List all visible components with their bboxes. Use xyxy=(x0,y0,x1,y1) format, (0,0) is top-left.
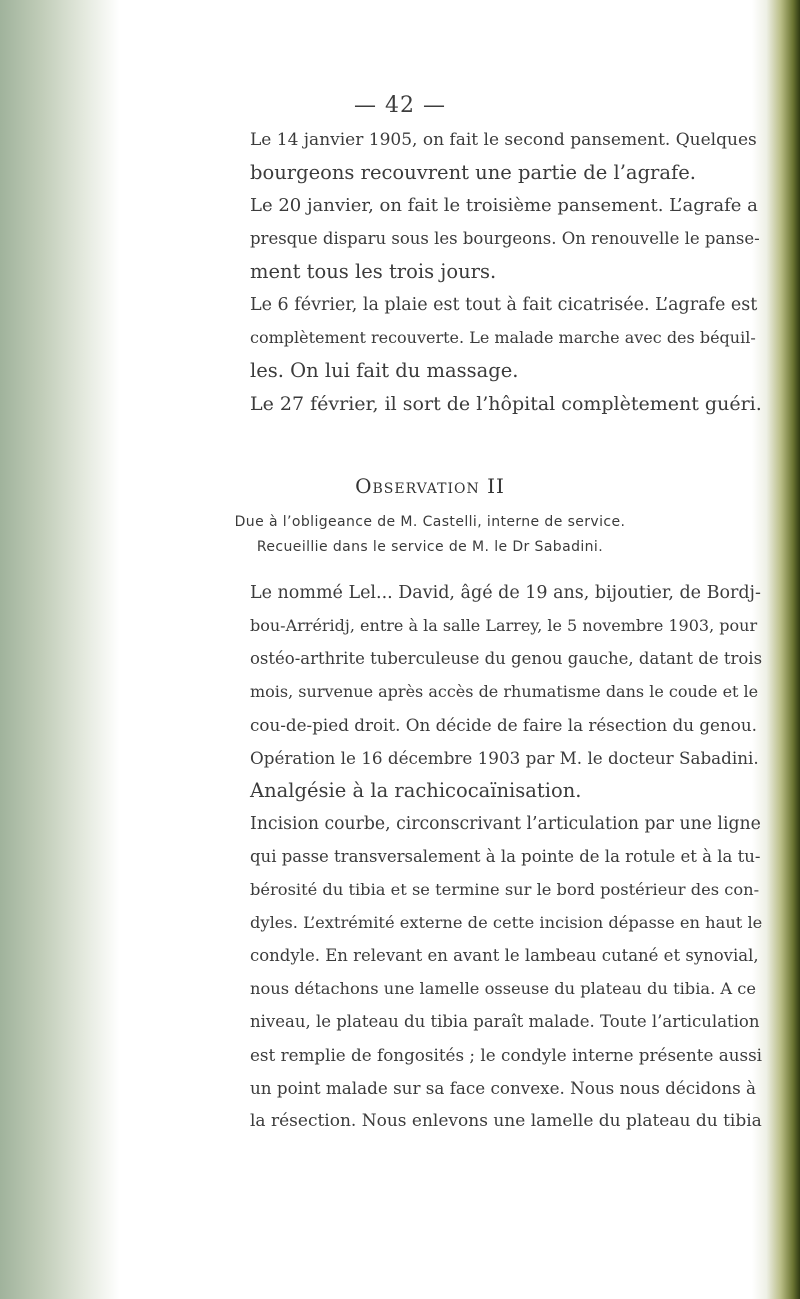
text-line: Le 6 février, la plaie est tout à fait cicatrisée. L’agrafe est xyxy=(250,295,758,315)
text-line: qui passe transversalement à la pointe de la rotule et à la tu- xyxy=(250,847,761,866)
text-line: Analgésie à la rachicocaïnisation. xyxy=(250,779,582,802)
text-line: Opération le 16 décembre 1903 par M. le docteur Sabadini. xyxy=(250,748,759,768)
text-line: la résection. Nous enlevons une lamelle du plateau du tibia xyxy=(250,1111,762,1131)
text-line: bérosité du tibia et se termine sur le bord postérieur des con- xyxy=(250,880,760,899)
text-line: les. On lui fait du massage. xyxy=(250,359,519,382)
observation-title-text: Observation II xyxy=(355,474,505,498)
text-line: nous détachons une lamelle osseuse du plateau du tibia. A ce xyxy=(250,979,757,998)
page-margin-shading xyxy=(0,0,120,1299)
observation-note: Recueillie dans le service de M. le Dr Sabadini. xyxy=(256,539,604,555)
text-line: est remplie de fongosités ; le condyle interne présente aussi xyxy=(250,1045,763,1065)
text-line: Le 20 janvier, on fait le troisième pansement. L’agrafe a xyxy=(250,195,758,216)
text-line: Le 27 février, il sort de l’hôpital complètement guéri. xyxy=(250,393,762,415)
observation-title xyxy=(30,474,800,498)
text-line: ostéo-arthrite tuberculeuse du genou gauche, datant de trois xyxy=(250,649,763,668)
text-line: complètement recouverte. Le malade marche avec des béquil- xyxy=(250,328,756,347)
text-line: Le nommé Lel... David, âgé de 19 ans, bijoutier, de Bordj- xyxy=(250,583,761,603)
text-line: bourgeons recouvrent une partie de l’agrafe. xyxy=(250,161,696,184)
observation-note: Due à l’obligeance de M. Castelli, interne de service. xyxy=(234,514,626,530)
text-line: niveau, le plateau du tibia paraît malade. Toute l’articulation xyxy=(250,1012,760,1031)
text-line: condyle. En relevant en avant le lambeau cutané et synovial, xyxy=(250,946,759,965)
text-line: ment tous les trois jours. xyxy=(250,260,497,283)
text-line: un point malade sur sa face convexe. Nous nous décidons à xyxy=(250,1078,757,1098)
text-line: mois, survenue après accès de rhumatisme dans le coude et le xyxy=(250,682,759,701)
text-line: dyles. L’extrémité externe de cette incision dépasse en haut le xyxy=(250,913,763,932)
text-line: presque disparu sous les bourgeons. On renouvelle le panse- xyxy=(250,229,760,248)
page-number: — 42 — xyxy=(354,93,446,118)
text-line: Le 14 janvier 1905, on fait le second pansement. Quelques xyxy=(250,130,757,150)
text-line: Incision courbe, circonscrivant l’articulation par une ligne xyxy=(250,814,761,834)
text-line: cou-de-pied droit. On décide de faire la résection du genou. xyxy=(250,715,757,735)
text-line: bou-Arréridj, entre à la salle Larrey, le 5 novembre 1903, pour xyxy=(250,616,758,635)
